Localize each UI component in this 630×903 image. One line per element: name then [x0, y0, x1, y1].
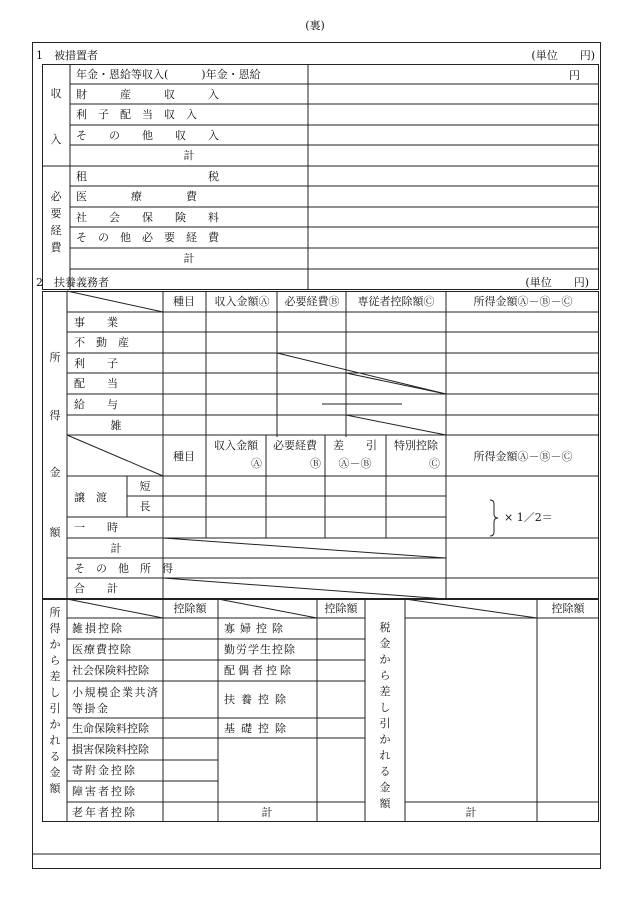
expense-row-tax: 租 税: [76, 170, 219, 183]
row-temporary: 一 時: [74, 521, 118, 534]
h1-employee: 専従者控除額Ⓒ: [357, 295, 435, 308]
row-grand-total: 合 計: [74, 582, 118, 595]
ded-donation: 寄附金控除: [72, 764, 137, 777]
income-vlabel-1: 収: [50, 87, 62, 100]
row-realestate: 不 動 産: [74, 336, 129, 349]
ded-damage-insurance: 損害保険料控除: [72, 743, 149, 756]
ded-medical: 医療費控除: [72, 643, 132, 656]
row-dividend: 配 当: [74, 377, 118, 390]
h2-income: 収入金額: [214, 439, 258, 452]
h2-expense: 必要経費: [273, 439, 317, 452]
row-misc: 雑: [110, 419, 122, 432]
h2-expense-mark: Ⓑ: [310, 457, 321, 470]
ded-casualty: 雑損控除: [72, 622, 124, 635]
expense-row-medical: 医 療 費: [76, 190, 197, 203]
ded-dependent: 扶養控除: [224, 693, 292, 706]
h2-diff-mark: Ⓐ－Ⓑ: [338, 457, 372, 470]
h2-special: 特別控除: [394, 439, 438, 452]
row-business: 事 業: [74, 316, 118, 329]
ded-header-3: 控除額: [551, 602, 585, 615]
ded-small-business: 小規模企業共済等掛金: [72, 686, 160, 715]
ded-social: 社会保険料控除: [72, 664, 149, 677]
ded-header-2: 控除額: [324, 602, 358, 615]
ded-widow: 寡婦控除: [224, 622, 288, 635]
expense-row-social: 社 会 保 険 料: [76, 211, 219, 224]
ded-spouse: 配偶者控除: [224, 664, 294, 677]
row-salary: 給 与: [74, 398, 118, 411]
h2-special-mark: Ⓒ: [429, 457, 440, 470]
row-transfer: 譲 渡: [74, 491, 107, 504]
ded-student: 勤労学生控除: [224, 643, 296, 656]
tax-vlabel: 税金から差し引かれる金額: [379, 621, 391, 810]
section1-unit: (単位 円): [531, 49, 595, 62]
h1-income: 収入金額Ⓐ: [214, 295, 270, 308]
section2-unit: (単位 円): [525, 276, 589, 289]
income-row-other: そ の 他 収 入: [76, 129, 219, 142]
row-transfer-short: 短: [139, 480, 151, 493]
ded-life-insurance: 生命保険料控除: [72, 722, 149, 735]
income-total: 計: [183, 149, 195, 162]
income2-vlabel-1: 所: [49, 351, 61, 364]
form-sheet: [32, 42, 601, 869]
h2-kind: 種目: [173, 450, 195, 463]
expense-total: 計: [183, 252, 195, 265]
row-subtotal: 計: [110, 542, 122, 555]
expense-vlabel: 必要経費: [50, 190, 62, 254]
income2-vlabel-2: 得: [49, 409, 61, 422]
h2-result: 所得金額Ⓐ－Ⓑ－Ⓒ: [473, 450, 573, 463]
h2-income-mark: Ⓐ: [251, 457, 262, 470]
deduction-vlabel: 所得から差し引かれる金額: [49, 606, 61, 795]
h2-diff: 差 引: [333, 439, 377, 452]
ded-elderly: 老年者控除: [72, 806, 137, 819]
row-other-income: そ の 他 所 得: [74, 562, 173, 575]
expense-row-other: そ の 他 必 要 経 費: [76, 231, 219, 244]
section1-heading: 1 被措置者: [36, 49, 98, 62]
section2-heading: 2 扶養義務者: [36, 276, 109, 289]
income2-vlabel-4: 額: [49, 526, 61, 539]
h1-kind: 種目: [173, 295, 195, 308]
ded-basic: 基礎控除: [224, 722, 292, 735]
income-vlabel-2: 入: [50, 133, 62, 146]
ded-disability: 障害者控除: [72, 785, 137, 798]
ded-header-1: 控除額: [173, 602, 207, 615]
income2-vlabel-3: 金: [49, 466, 61, 479]
h1-expense: 必要経費Ⓑ: [284, 295, 340, 308]
row-transfer-long: 長: [139, 500, 151, 513]
h1-result: 所得金額Ⓐ－Ⓑ－Ⓒ: [473, 295, 573, 308]
income-row-pension: 年金・恩給等収入( )年金・恩給: [76, 68, 261, 81]
yen-label: 円: [569, 69, 580, 82]
ded-total-mid: 計: [261, 806, 273, 819]
income-row-dividend: 利 子 配 当 収 入: [76, 108, 197, 121]
row-interest: 利 子: [74, 357, 118, 370]
half-formula: × 1／2＝: [504, 511, 553, 524]
page-title: (裏): [305, 19, 325, 32]
income-row-property: 財 産 収 入: [76, 88, 219, 101]
ded-total-right: 計: [465, 806, 477, 819]
